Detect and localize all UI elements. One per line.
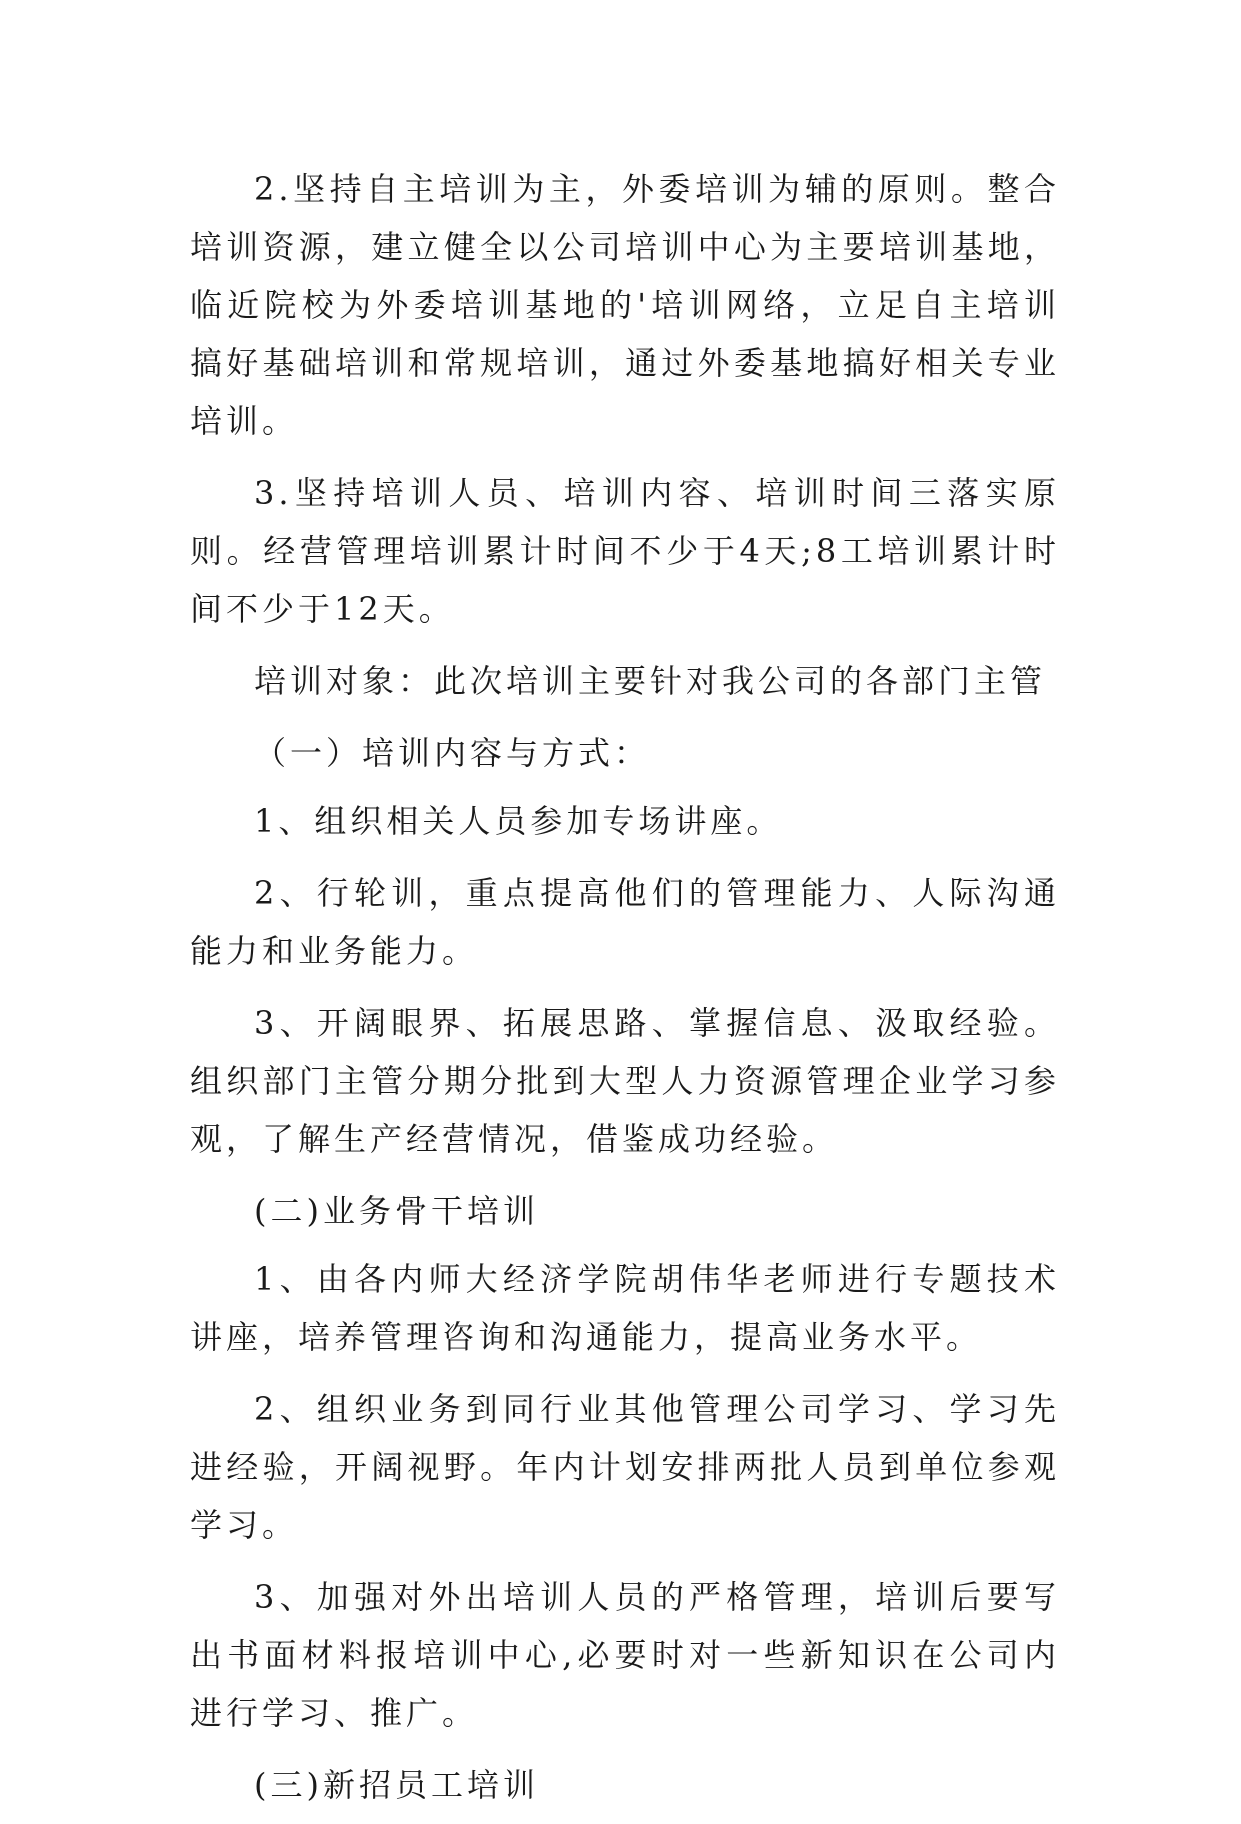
list-item: 1、组织相关人员参加专场讲座。 bbox=[254, 802, 783, 840]
section-heading-1: （一）培训内容与方式： bbox=[254, 734, 651, 772]
list-item: 3、开阔眼界、拓展思路、掌握信息、汲取经验。组织部门主管分期分批到大型人力资源管理企业学习参观，了解生产经营情况，借鉴成功经验。 bbox=[190, 1004, 1060, 1158]
document-body bbox=[190, 160, 1060, 1824]
paragraph-principle-2: 2.坚持自主培训为主，外委培训为辅的原则。整合培训资源，建立健全以公司培训中心为主要培训基地，临近院校为外委培训基地的'培训网络，立足自主培训搞好基础培训和常规培训，通过外委基地搞好相关专业培训。 bbox=[190, 170, 1060, 440]
section-heading-3: (三)新招员工培训 bbox=[254, 1766, 539, 1804]
list-item: 2、组织业务到同行业其他管理公司学习、学习先进经验，开阔视野。年内计划安排两批人员到单位参观学习。 bbox=[190, 1390, 1060, 1544]
paragraph-training-target: 培训对象：此次培训主要针对我公司的各部门主管 bbox=[254, 662, 1047, 700]
list-item: 2、行轮训，重点提高他们的管理能力、人际沟通能力和业务能力。 bbox=[190, 874, 1060, 970]
section-heading-2: (二)业务骨干培训 bbox=[254, 1192, 539, 1230]
list-item: 3、加强对外出培训人员的严格管理，培训后要写出书面材料报培训中心,必要时对一些新知识在公司内进行学习、推广。 bbox=[190, 1578, 1060, 1732]
list-item: 1、由各内师大经济学院胡伟华老师进行专题技术讲座，培养管理咨询和沟通能力，提高业务水平。 bbox=[190, 1260, 1060, 1356]
paragraph-principle-3: 3.坚持培训人员、培训内容、培训时间三落实原则。经营管理培训累计时间不少于4天;8工培训累计时间不少于12天。 bbox=[190, 474, 1060, 628]
